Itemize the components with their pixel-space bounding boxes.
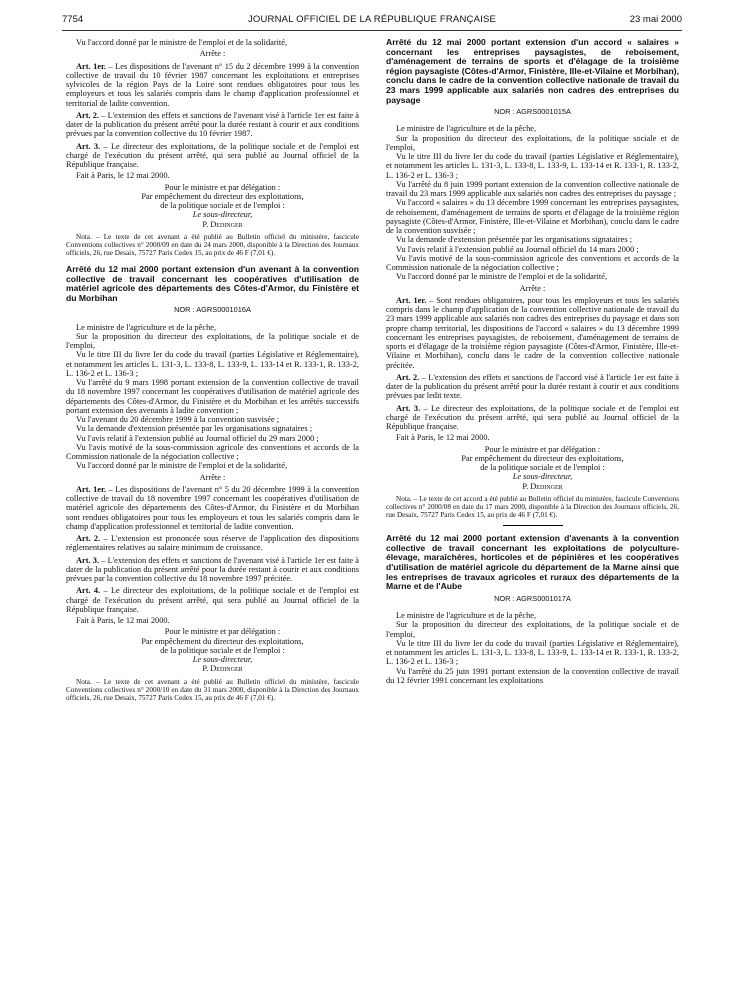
visa: Vu l'avis relatif à l'extension publié au Journal officiel du 14 mars 2000 ; xyxy=(396,244,639,254)
nor-reference: NOR : AGRS0001017A xyxy=(494,593,571,603)
visa: Vu le titre III du livre Ier du code du travail (parties Législative et Réglementaire), et notamment les articles L. 131-3, L. 133-8, L. 133-9, L. 133-14 et R. 133-1, R. 133-2, L. 136-2 et L. 136-3 ; xyxy=(386,638,679,667)
article xyxy=(386,296,679,370)
signature-line: Pour le ministre et par délégation : xyxy=(164,627,281,637)
signature-line: de la politique sociale et de l'emploi : xyxy=(160,645,285,655)
article-text: – Le directeur des exploitations, de la politique sociale et de l'emploi est chargé de l'exécution du présent arrêté, qui sera publié au Journal officiel de la République française. xyxy=(66,141,359,169)
signature-title: Le sous-directeur, xyxy=(192,210,253,220)
visa: Vu l'accord « salaires » du 13 décembre 1999 concernant les entreprises paysagistes, de reboisement, d'aménagement de terrains de sports et d'élagage de la troisième région paysagiste (Côtes-d'Armor, Finistère, Ille-et-Vilaine et Morbihan), conclu dans le cadre de la convention susvisée ; xyxy=(386,198,679,236)
fait-a-paris: Fait à Paris, le 12 mai 2000. xyxy=(396,433,490,443)
article-number: Art. 2. xyxy=(76,534,101,544)
signature-title: Le sous-directeur, xyxy=(192,655,253,665)
signature-title: Le sous-directeur, xyxy=(512,472,573,482)
journal-title: JOURNAL OFFICIEL DE LA RÉPUBLIQUE FRANÇAISE xyxy=(247,14,497,25)
article-text: – L'extension est prononcée sous réserve de l'application des dispositions réglementaires relatives au salaire minimum de croissance. xyxy=(66,534,359,553)
article xyxy=(386,373,679,401)
article-number: Art. 1er. xyxy=(76,484,106,494)
visa: Vu l'accord donné par le ministre de l'emploi et de la solidarité, xyxy=(76,461,288,471)
arrete-label: Arrête : xyxy=(199,49,226,59)
article xyxy=(66,111,359,139)
decree-heading: Arrêté du 12 mai 2000 portant extension d'avenants à la convention collective de travail concernant les exploitations de polyculture-élevage, maraîchères, horticoles et de pépinières et les coopératives d'utilisation de matériel agricole du département de la Marne ainsi que les entreprises de travaux agricoles et ruraux des départements de la Marne et de l'Aube xyxy=(386,533,679,592)
visa: Vu la demande d'extension présentée par les organisations signataires ; xyxy=(76,424,313,434)
nota: Nota. – Le texte de cet avenant a été publié au Bulletin officiel du ministère, fascicule Conventions collectives n° 2000/09 en date du 24 mars 2000, disponible à la Direction des Journaux officiels, 26, rue Desaix, 75727 Paris Cedex 15, au prix de 46 F (7,01 €). xyxy=(66,232,359,257)
article-text: – Les dispositions de l'avenant n° 15 du 2 décembre 1999 à la convention collective de travail du 10 février 1987 concernant les exploitations et entreprises sylvicoles de la région Pays de la Loire sont rendues obligatoires pour tous les employeurs et tous les salariés compris dans le champ d'application professionnel et territorial de ladite convention. xyxy=(66,61,359,108)
article-number: Art. 4. xyxy=(76,586,101,596)
signature-line: de la politique sociale et de l'emploi : xyxy=(160,201,285,210)
signatory-name: P. Dedinger xyxy=(522,481,563,491)
left-column xyxy=(66,38,359,983)
article xyxy=(66,586,359,614)
article-number: Art. 3. xyxy=(396,403,421,413)
visa: Vu l'avenant du 20 décembre 1999 à la convention susvisée ; xyxy=(76,415,280,425)
header-rule xyxy=(62,30,682,31)
article-number: Art. 2. xyxy=(396,372,420,382)
signature-line: Par empêchement du directeur des exploitations, xyxy=(141,191,304,201)
running-header xyxy=(62,14,682,28)
visa: Vu le titre III du livre Ier du code du travail (parties Législative et Réglementaire), et notamment les articles L. 131-3, L. 133-8, L. 133-9, L. 133-14 et R. 133-1, R. 133-2, L. 136-2 et L. 136-3 ; xyxy=(66,350,359,378)
article xyxy=(66,142,359,170)
article xyxy=(386,404,679,432)
visa: Vu l'accord donné par le ministre de l'emploi et de la solidarité, xyxy=(76,38,288,47)
article xyxy=(66,62,359,108)
signature-line: de la politique sociale et de l'emploi : xyxy=(480,463,605,473)
visa: Sur la proposition du directeur des exploitations, de la politique sociale et de l'emploi, xyxy=(386,620,679,639)
article-text: – Le directeur des exploitations, de la politique sociale et de l'emploi est chargé de l'exécution du présent arrêté, qui sera publié au Journal officiel de la République française. xyxy=(386,403,679,432)
article-number: Art. 3. xyxy=(76,141,101,151)
page-number: 7754 xyxy=(62,14,84,25)
signatory-name: P. Dedinger xyxy=(202,219,243,229)
decree-heading: Arrêté du 12 mai 2000 portant extension d'un accord « salaires » concernant les entreprises paysagistes, de reboisement, d'aménagement de terrains de sports et d'élagage de la troisième région paysagiste (Côtes-d'Armor, Finistère, Ille-et-Vilaine et Morbihan), conclu dans le cadre de la convention collective nationale de travail du 23 mars 1999 applicable aux salariés non cadres des entreprises du paysage xyxy=(386,38,679,105)
signature-line: Par empêchement du directeur des exploitations, xyxy=(461,453,624,463)
issue-date: 23 mai 2000 xyxy=(629,14,682,25)
fait-a-paris: Fait à Paris, le 12 mai 2000. xyxy=(76,616,170,626)
visa: Vu l'arrêté du 9 mars 1998 portant extension de la convention collective de travail du 18 novembre 1997 concernant les coopératives d'utilisation de matériel agricole des départements des Côtes-d'Armor, du Finistère et du Morbihan et les arrêtés successifs portant extension des avenants à ladite convention ; xyxy=(66,378,359,415)
article-number: Art. 1er. xyxy=(76,61,106,71)
article-number: Art. 1er. xyxy=(396,295,427,305)
visa: Le ministre de l'agriculture et de la pêche, xyxy=(76,322,217,332)
visa: Vu l'avis motivé de la sous-commission agricole des conventions et accords de la Commission nationale de la négociation collective ; xyxy=(66,442,359,462)
signature-line: Pour le ministre et par délégation : xyxy=(164,182,281,192)
article xyxy=(66,556,359,584)
nota: Nota. – Le texte de cet accord a été publié au Bulletin officiel du ministère, fascicule Conventions collectives n° 2000/08 en date du 17 mars 2000, disponible à la Direction des Journaux officiels, 26, rue Desaix, 75727 Paris Cedex 15, au prix de 46 F (7,01 €). xyxy=(386,494,679,520)
visa: Vu la demande d'extension présentée par les organisations signataires ; xyxy=(396,235,633,245)
signature-line: Par empêchement du directeur des exploitations, xyxy=(141,636,304,646)
article-text: – Sont rendues obligatoires, pour tous les employeurs et tous les salariés compris dans le champ d'application de la convention collective nationale de travail du 23 mars 1999 applicable aux salariés non cadres des entreprises du paysage et dans son propre champ territorial, les dispositions de l'accord « salaires » du 13 décembre 1999 concernant les entreprises paysagistes, de reboisement, d'aménagement de terrains de sports et d'élagage de la troisième région paysagiste (Côtes-d'Armor, Finistère, Ille-et-Vilaine et Morbihan), conclu dans le cadre de la convention collective nationale précitée. xyxy=(386,295,679,370)
signature-line: Pour le ministre et par délégation : xyxy=(484,444,601,454)
signatory-name: P. Dedinger xyxy=(202,664,243,674)
visa: Vu l'arrêté du 25 juin 1991 portant extension de la convention collective de travail du 12 février 1991 concernant les exploitations xyxy=(386,666,679,685)
article xyxy=(66,534,359,553)
visa: Le ministre de l'agriculture et de la pêche, xyxy=(396,124,537,134)
article-text: – Les dispositions de l'avenant n° 5 du 20 décembre 1999 à la convention collective de travail du 18 novembre 1997 concernant les coopératives d'utilisation de matériel agricole des départements des Côtes-d'Armor, du Finistère et du Morbihan sont rendues obligatoires pour tous les employeurs et tous les salariés compris dans le champ d'application professionnel et territorial de ladite convention. xyxy=(66,484,359,531)
decree-heading: Arrêté du 12 mai 2000 portant extension d'un avenant à la convention collective de travail concernant les coopératives d'utilisation de matériel agricole des départements des Côtes-d'Armor, du Finistère et du Morbihan xyxy=(66,264,359,303)
visa: Vu l'accord donné par le ministre de l'emploi et de la solidarité, xyxy=(396,272,608,282)
arrete-label: Arrête : xyxy=(199,472,226,482)
article-text: – L'extension des effets et sanctions de l'avenant visé à l'article 1er est faite à dater de la publication du présent arrêté pour la durée restant à courir et aux conditions prévues par la convention collective du 18 novembre 1997 précitée. xyxy=(66,555,359,584)
article xyxy=(66,485,359,531)
article-number: Art. 3. xyxy=(76,555,100,565)
fait-a-paris: Fait à Paris, le 12 mai 2000. xyxy=(76,171,170,181)
nor-reference: NOR : AGRS0001016A xyxy=(174,305,251,315)
article-text: – L'extension des effets et sanctions de l'avenant visé à l'article 1er est faite à dater de la publication du présent arrêté pour la durée restant à courir et aux conditions prévues par la convention collective du 10 février 1987. xyxy=(66,110,359,139)
nor-reference: NOR : AGRS0001015A xyxy=(494,107,571,117)
visa: Sur la proposition du directeur des exploitations, de la politique sociale et de l'emploi, xyxy=(386,133,679,152)
visa: Sur la proposition du directeur des exploitations, de la politique sociale et de l'emploi, xyxy=(66,331,359,351)
section-divider xyxy=(503,525,563,526)
right-column xyxy=(386,38,679,983)
article-text: – Le directeur des exploitations, de la politique sociale et de l'emploi est chargé de l'exécution du présent arrêté, qui sera publié au Journal officiel de la République française. xyxy=(66,586,359,614)
article-text: – L'extension des effets et sanctions de l'accord visé à l'article 1er est faite à dater de la publication du présent arrêté pour la durée restant à courir et aux conditions prévues par ledit texte. xyxy=(386,372,679,401)
visa: Vu le titre III du livre Ier du code du travail (parties Législative et Réglementaire), et notamment les articles L. 131-3, L. 133-8, L. 133-9, L. 133-14 et R. 133-1, R. 133-2, L. 136-2 et L. 136-3 ; xyxy=(386,152,679,180)
arrete-label: Arrête : xyxy=(519,283,546,293)
visa: Vu l'arrêté du 8 juin 1999 portant extension de la convention collective nationale de travail du 23 mars 1999 applicable aux salariés non cadres des entreprises du paysage ; xyxy=(386,179,679,199)
nota: Nota. – Le texte de cet avenant a été publié au Bulletin officiel du ministère, fascicule Conventions collectives n° 2000/10 en date du 31 mars 2000, disponible à la Direction des Journaux officiels, 26, rue Desaix, 75727 Paris Cedex 15, au prix de 46 F (7,01 €). xyxy=(66,677,359,702)
visa: Vu l'avis relatif à l'extension publié au Journal officiel du 29 mars 2000 ; xyxy=(76,433,319,443)
article-number: Art. 2. xyxy=(76,110,100,120)
visa: Vu l'avis motivé de la sous-commission agricole des conventions et accords de la Commission nationale de la négociation collective ; xyxy=(386,253,679,273)
visa: Le ministre de l'agriculture et de la pêche, xyxy=(396,611,537,620)
